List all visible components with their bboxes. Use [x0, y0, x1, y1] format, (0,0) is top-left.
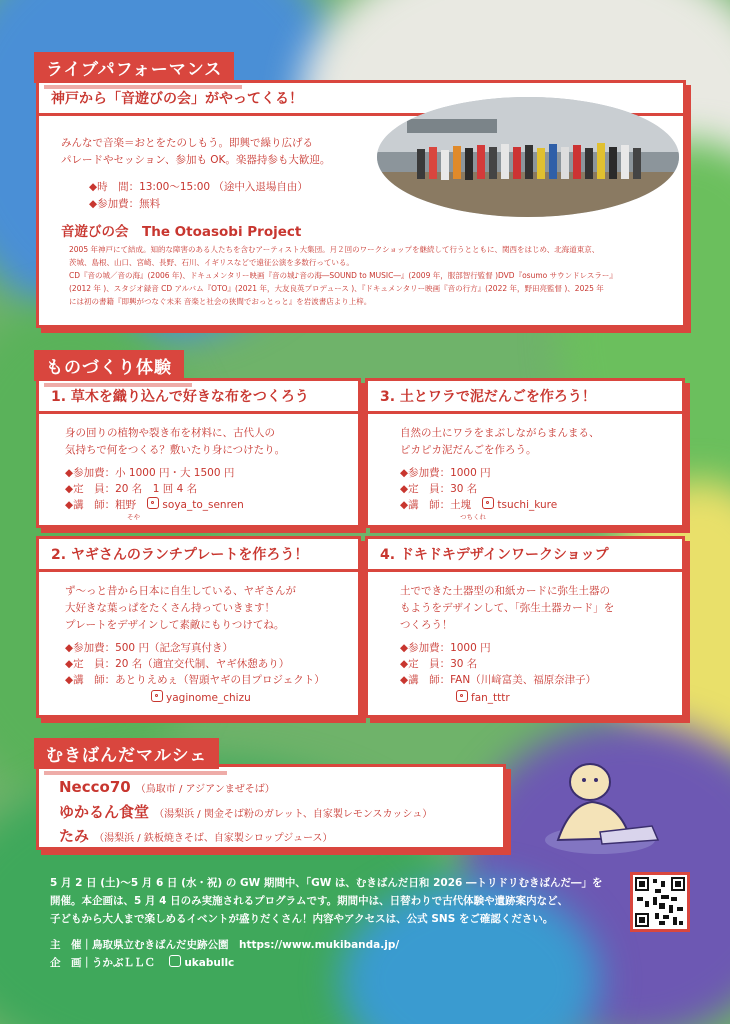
workshop-1-title: 1. 草木を織り込んで好きな布をつくろう [51, 389, 309, 405]
workshop-3-body: ピカピカ泥だんごを作ろう。 [400, 444, 537, 456]
vendor-name: ゆかるん食堂 [59, 803, 150, 821]
host-value[interactable]: 鳥取県立むきばんだ史跡公園 https://www.mukibanda.jp/ [92, 939, 400, 951]
workshop-3-box [365, 378, 685, 528]
workshop-3-fee: ◆参加費：1000 円 [400, 467, 491, 479]
plan-label: 企 画 [50, 957, 82, 969]
workshop-4-teacher: ◆講 師：FAN（川﨑富美、福原奈津子） [400, 674, 597, 686]
workshop-2-body: ず〜っと昔から日本に自生している、ヤギさんが [65, 585, 296, 597]
notice-line: 子どもから大人まで楽しめるイベントが盛りだくさん！内容やアクセスは、公式 SNS をご確認ください。 [50, 913, 554, 925]
mascot-illustration [540, 760, 670, 860]
workshop-4-body: もようをデザインして、「弥生土器カード」を [400, 602, 615, 614]
instagram-icon [151, 692, 166, 704]
workshop-2-handle[interactable]: yaginome_chizu [166, 692, 251, 704]
vendor-detail: （鳥取市 / アジアンまぜそば） [135, 784, 275, 795]
workshop-4-fee: ◆参加費：1000 円 [400, 642, 491, 654]
instagram-icon [482, 499, 497, 511]
workshop-2-body: プレートをデザインして素敵にもりつけてね。 [65, 619, 285, 631]
marche-section-label: むきばんだマルシェ [34, 738, 219, 769]
workshop-3-teacher-name: ◆講 師：土塊 [400, 499, 472, 511]
workshop-2-fee: ◆参加費：500 円（記念写真付き） [65, 642, 233, 654]
group-desc-line: 茨城、島根、山口、宮崎、長野、石川、イギリスなどで遠征公演を多数行っている。 [69, 258, 354, 267]
workshop-4-title-band [368, 539, 682, 572]
notice-line: 5 月 2 日 (土)〜5 月 6 日 (水・祝) の GW 期間中、「GW は、むきばんだ日和 2026 ―トリドリむきばんだ―」を [50, 877, 603, 889]
live-time: ◆時 間：13:00〜15:00 （途中入退場自由） [89, 181, 308, 193]
group-desc-line: 2005 年神戸にて結成。知的な障害のある人たちを含むアーティスト大集団。月２回のワークショップを継続して行うとともに、関西をはじめ、北海道東京、 [69, 245, 600, 254]
workshop-3-ruby: つちくれ [460, 513, 486, 521]
workshop-1-fee: ◆参加費：小 1000 円・大 1500 円 [65, 467, 235, 479]
live-intro-line: パレードやセッション、参加も OK。楽器持参も大歓迎。 [61, 154, 331, 166]
vendor-detail: （湯梨浜 / 関金そば粉のガレット、自家製レモンスカッシュ） [154, 809, 433, 820]
group-desc-line: には初の書籍『即興がつなぐ未来 音楽と社会の狭間でおっとっと』を岩波書店より上梓。 [69, 297, 372, 306]
vendor-row [59, 801, 432, 822]
workshop-3-title: 3. 土とワラで泥だんごを作ろう！ [380, 389, 596, 405]
workshop-3-title-band [368, 381, 682, 414]
workshop-1-capacity: ◆定 員：20 名 1 回 4 名 [65, 483, 198, 495]
workshop-2-teacher: ◆講 師：あとりえめぇ（智頭ヤギの目プロジェクト） [65, 674, 325, 686]
vendor-name: たみ [59, 827, 90, 845]
workshop-3-body: 自然の土にワラをまぶしながらまんまる、 [400, 427, 600, 439]
vendor-row [59, 777, 275, 796]
workshop-3-capacity: ◆定 員：30 名 [400, 483, 478, 495]
workshop-4-capacity: ◆定 員：30 名 [400, 658, 478, 670]
workshop-2-box [36, 536, 361, 718]
workshop-1-handle[interactable]: soya_to_senren [162, 499, 244, 511]
workshop-1-teacher-name: ◆講 師：粗野 [65, 499, 137, 511]
marche-box [36, 764, 506, 850]
workshop-1-body: 身の回りの植物や裂き布を材料に、古代人の [65, 427, 275, 439]
qr-code[interactable] [630, 872, 690, 932]
instagram-icon [147, 499, 162, 511]
group-photo [377, 97, 679, 217]
live-performance-box [36, 80, 686, 328]
workshop-2-body: 大好きな葉っぱをたくさん持っていきます！ [65, 602, 275, 614]
workshop-2-capacity: ◆定 員：20 名（適宜交代制、ヤギ休憩あり） [65, 658, 290, 670]
craft-section-label: ものづくり体験 [34, 350, 184, 381]
plan-value: うかぶＬＬＣ [92, 957, 155, 969]
live-headline: 神戸から「音遊びの会」がやってくる！ [51, 91, 303, 107]
workshop-4-handle[interactable]: fan_tttr [471, 692, 510, 704]
group-desc-line: (2012 年 )、スタジオ録音 CD アルバム『OTO』(2021 年，大友良英プロデュース )、『ドキュメンタリー映画『音の行方』(2022 年，野田亮監督 )、2025 年 [69, 284, 604, 293]
workshop-1-body: 気持ちで何をつくる？敷いたり身につけたり。 [65, 444, 286, 456]
workshop-4-title: 4. ドキドキデザインワークショップ [380, 547, 609, 563]
vendor-name: Necco70 [59, 778, 131, 796]
group-name: 音遊びの会 The Otoasobi Project [61, 224, 302, 240]
vendor-detail: （湯梨浜 / 鉄板焼きそば、自家製シロップジュース） [94, 833, 333, 844]
instagram-icon [456, 692, 471, 704]
vendor-row [59, 825, 333, 846]
workshop-4-box [365, 536, 685, 718]
workshop-1-box [36, 378, 361, 528]
host-row: 主 催｜鳥取県立むきばんだ史跡公園 https://www.mukibanda.jp/ [50, 939, 400, 951]
notice-line: 開催。本企画は、5 月 4 日のみ実施されるプログラムです。期間中は、日替わりで古代体験や遺跡案内など、 [50, 895, 569, 907]
workshop-2-handle-row [151, 690, 251, 707]
host-label: 主 催 [50, 939, 82, 951]
plan-row: 企 画｜うかぶＬＬＣ ukabullc [50, 957, 235, 969]
live-fee: ◆参加費：無料 [89, 198, 161, 210]
live-intro-line: みんなで音楽＝おとをたのしもう。即興で繰り広げる [61, 137, 313, 149]
live-section-label: ライブパフォーマンス [34, 52, 234, 83]
workshop-2-title-band [39, 539, 358, 572]
workshop-4-body: 土でできた土器型の和紙カードに弥生土器の [400, 585, 610, 597]
plan-handle[interactable]: ukabullc [184, 957, 235, 969]
workshop-4-handle-row [456, 690, 510, 707]
workshop-4-body: つくろう！ [400, 619, 453, 631]
group-desc-line: CD『音の城／音の海』(2006 年)、ドキュメンタリー映画『音の城♪音の海―SOUND to MUSIC―』(2009 年，服部智行監督 )DVD『osumo サウンドレスラー』 [69, 271, 617, 280]
workshop-2-title: 2. ヤギさんのランチプレートを作ろう！ [51, 547, 309, 563]
workshop-3-handle[interactable]: tsuchi_kure [497, 499, 558, 511]
workshop-1-teacher [65, 497, 244, 514]
instagram-icon [169, 955, 181, 967]
workshop-1-ruby: そや [127, 513, 140, 521]
